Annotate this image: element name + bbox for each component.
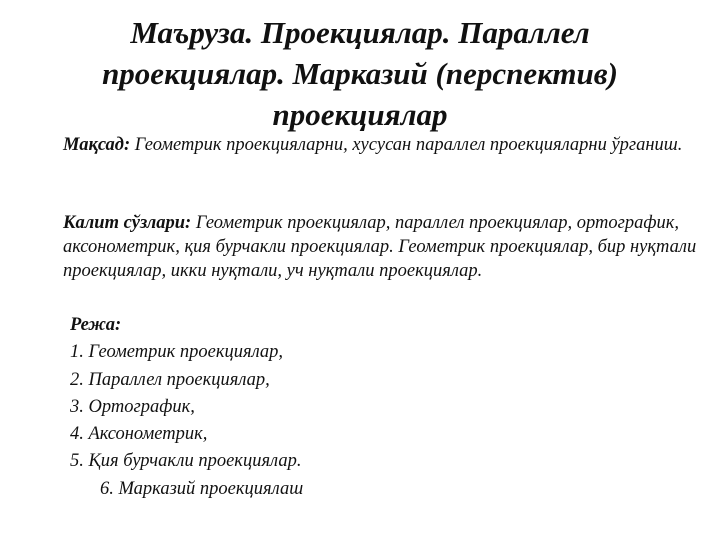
- title-line-2: проекциялар. Марказий (перспектив): [102, 56, 618, 91]
- goal-paragraph: [63, 133, 713, 157]
- title-line-3: проекциялар: [272, 97, 448, 132]
- keywords-paragraph: [63, 211, 713, 283]
- plan-item: 5. Қия бурчакли проекциялар.: [70, 451, 302, 472]
- plan-title: Режа:: [70, 315, 122, 335]
- plan-item: 3. Ортографик,: [70, 396, 195, 417]
- goal-text: Геометрик проекцияларни, хусусан параллел проекцияларни ўрганиш.: [130, 135, 683, 155]
- plan-list: [70, 312, 670, 503]
- title-line-1: Маъруза. Проекциялар. Параллел: [130, 15, 590, 50]
- plan-item: 1. Геометрик проекциялар,: [70, 342, 284, 363]
- plan-item: 2. Параллел проекциялар,: [70, 369, 270, 390]
- keywords-label: Калит сўзлари:: [63, 213, 192, 233]
- goal-label: Мақсад:: [63, 135, 131, 155]
- keywords-text: Геометрик проекциялар, параллел проекциялар, ортографик, аксонометрик, қия бурчакли проекциялар. Геометрик проекциялар, бир нуқтали проекциялар, икки нуқтали, уч нуқтали проекциялар.: [63, 213, 697, 281]
- plan-item: 6. Марказий проекциялаш: [100, 478, 304, 499]
- slide-title: [40, 12, 680, 135]
- plan-item: 4. Аксонометрик,: [70, 424, 208, 445]
